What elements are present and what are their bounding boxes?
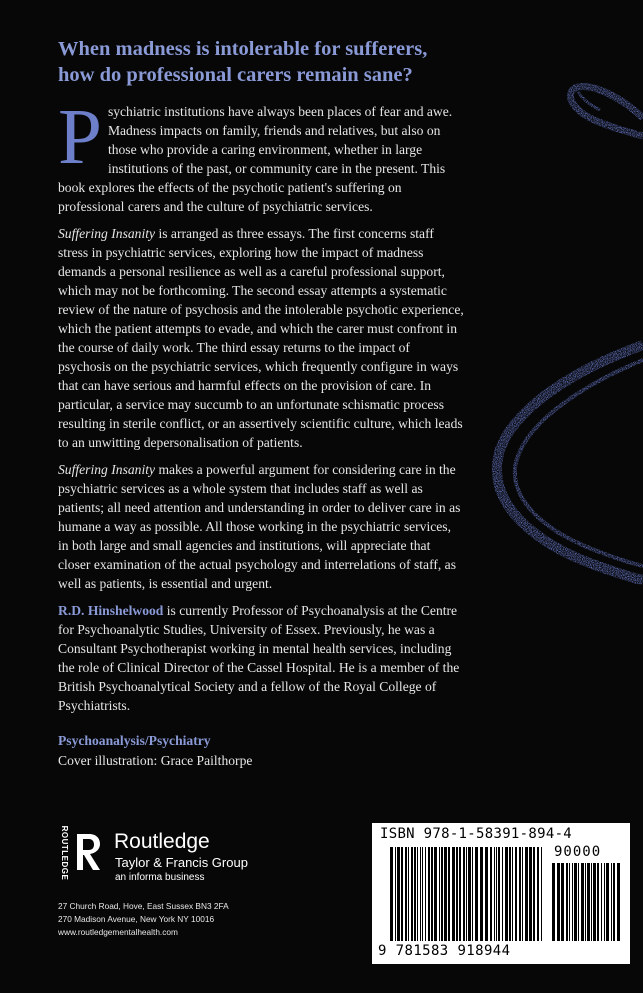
routledge-r-icon [74, 832, 102, 872]
barcode-bar [428, 847, 430, 941]
headline-line-2: how do professional carers remain sane? [58, 64, 413, 86]
barcode-bar [591, 863, 592, 941]
barcode-bar [578, 863, 579, 941]
barcode-bar [529, 847, 532, 941]
back-cover-text [58, 36, 464, 771]
book-title: Suffering Insanity [58, 226, 156, 241]
barcode-bar [541, 847, 542, 941]
barcode-bar [439, 847, 440, 941]
publisher-name: Routledge [114, 830, 210, 853]
intro-text: sychiatric institutions have always been places of fear and awe. Madness impacts on family, friends and relatives, but also on those who provide a caring environment, whether in large institutions of the past, or community care in the present. This book explores the effects of the psychotic patient's suffering on professional carers and the culture of psychiatric services. [58, 104, 453, 214]
barcode-bar [502, 847, 503, 941]
barcode-bar [557, 863, 560, 941]
barcode-bar [601, 863, 602, 941]
barcode-bar [494, 847, 495, 941]
barcode-bar [604, 863, 605, 941]
barcode-bar [425, 847, 426, 941]
essays-paragraph [58, 224, 464, 452]
barcode-bar [522, 847, 523, 941]
barcode-bar [431, 847, 433, 941]
barcode-bar [525, 847, 528, 941]
barcode-bar [585, 863, 586, 941]
barcode-bar [611, 863, 612, 941]
publisher-website: www.routledgementalhealth.com [58, 927, 178, 937]
author-bio-text: is currently Professor of Psychoanalysis at the Centre for Psychoanalytic Studies, University of Essex. Previously, he was a Consultant Psychotherapist working in mental health services, including the role of Clinical Director of the Cassel Hospital. He is a member of the British Psychoanalytical Society and a fellow of the Royal College of Psychiatrists. [58, 603, 460, 713]
barcode-bar [417, 847, 418, 941]
barcode-bar [572, 863, 573, 941]
author-name: R.D. Hinshelwood [58, 603, 164, 618]
barcode-bar [422, 847, 423, 941]
vertical-wordmark: ROUTLEDGE [60, 825, 69, 881]
drop-cap: P [58, 94, 102, 181]
barcode-bar [498, 847, 500, 941]
barcode-bar [496, 847, 497, 941]
illustration-arc [497, 345, 643, 580]
argument-paragraph [58, 460, 464, 593]
barcode-bar [397, 847, 400, 941]
publisher-address [58, 900, 229, 939]
barcode-bar [613, 863, 615, 941]
barcode-bar [566, 863, 568, 941]
barcode-bar [408, 847, 409, 941]
author-bio [58, 601, 464, 715]
barcode-bar [405, 847, 407, 941]
barcode-bar [533, 847, 535, 941]
subject-category: Psychoanalysis/Psychiatry [58, 733, 211, 748]
barcode-bar [552, 863, 555, 941]
barcode-bar [456, 847, 458, 941]
publisher-logo [58, 825, 318, 888]
barcode-bar [475, 847, 478, 941]
intro-paragraph [58, 94, 464, 216]
barcode-bar [411, 847, 413, 941]
barcode-bar [434, 847, 437, 941]
barcode-bar [490, 847, 492, 941]
barcode-bar [468, 847, 471, 941]
barcode-bar [537, 847, 539, 941]
headline [58, 36, 464, 88]
barcode-bar [463, 847, 465, 941]
ean-number: 9 781583 918944 [378, 943, 511, 959]
price-addon-number: 90000 [554, 844, 602, 860]
barcode-bar [512, 847, 513, 941]
barcode-bar [606, 863, 609, 941]
barcode-bar [485, 847, 488, 941]
essays-text: is arranged as three essays. The first concerns staff stress in psychiatric services, exploring how the impact of madness demands a personal resilience as well as a careful professional support, which may not be forthcoming. The second essay attempts a systematic review of the nature of psychosis and the intolerable psychotic experience, which the patient attempts to evade, and which the carer must confront in the course of daily work. The third essay returns to the impact of psychosis on the psychiatric services, which frequently configure in ways that can have serious and harmful effects on the provision of care. In particular, a service may succumb to an unfortunate schismatic process resulting in sterile conflict, or an assertively scientific culture, which leads to an unwitting depersonalisation of patients. [58, 226, 464, 450]
barcode-bar [414, 847, 416, 941]
barcode-bar [561, 863, 564, 941]
publisher-group: Taylor & Francis Group [115, 855, 248, 870]
barcode-bar [480, 847, 483, 941]
argument-text: makes a powerful argument for considering care in the psychiatric services as a whole system that includes staff as well as patients; all need attention and understanding in order to deliver care in as humane a way as possible. All those working in the psychiatric services, in both large and small agencies and institutions, will appreciate that closer examination of the actual psychology and interrelations of staff, as well as patients, is essential and urgent. [58, 462, 461, 591]
ean-barcode-bars [390, 847, 544, 941]
barcode-bar [509, 847, 511, 941]
barcode-bar [401, 847, 403, 941]
barcode-bar [569, 863, 570, 941]
barcode-bar [617, 863, 620, 941]
address-line-uk: 27 Church Road, Hove, East Sussex BN3 2FA [58, 901, 229, 911]
barcode-bar [466, 847, 467, 941]
barcode-bar [444, 847, 447, 941]
barcode-bar [581, 863, 584, 941]
barcode-bar [593, 863, 596, 941]
book-title: Suffering Insanity [58, 462, 156, 477]
barcode-bar [505, 847, 508, 941]
isbn-text: ISBN 978-1-58391-894-4 [380, 826, 573, 842]
barcode-bar [597, 863, 599, 941]
cover-credit: Cover illustration: Grace Pailthorpe [58, 753, 253, 768]
barcode-bar [395, 847, 396, 941]
barcode-bar [441, 847, 443, 941]
barcode-bar [420, 847, 421, 941]
addon-barcode-bars [552, 847, 620, 941]
barcode-bar [574, 863, 577, 941]
address-line-us: 270 Madison Avenue, New York NY 10016 [58, 914, 215, 924]
barcode-bar [515, 847, 517, 941]
barcode-bar [519, 847, 521, 941]
barcode-bar [448, 847, 450, 941]
routledge-vertical-mark [58, 825, 70, 881]
isbn-barcode [372, 823, 630, 964]
publisher-tagline: an informa business [115, 872, 205, 883]
barcode-bar [459, 847, 461, 941]
barcode-bar [472, 847, 473, 941]
illustration-loop-top [570, 87, 643, 136]
barcode-bar [587, 863, 590, 941]
barcode-bar [452, 847, 455, 941]
barcode-bar [390, 847, 393, 941]
headline-line-1: When madness is intolerable for sufferers, [58, 38, 428, 60]
